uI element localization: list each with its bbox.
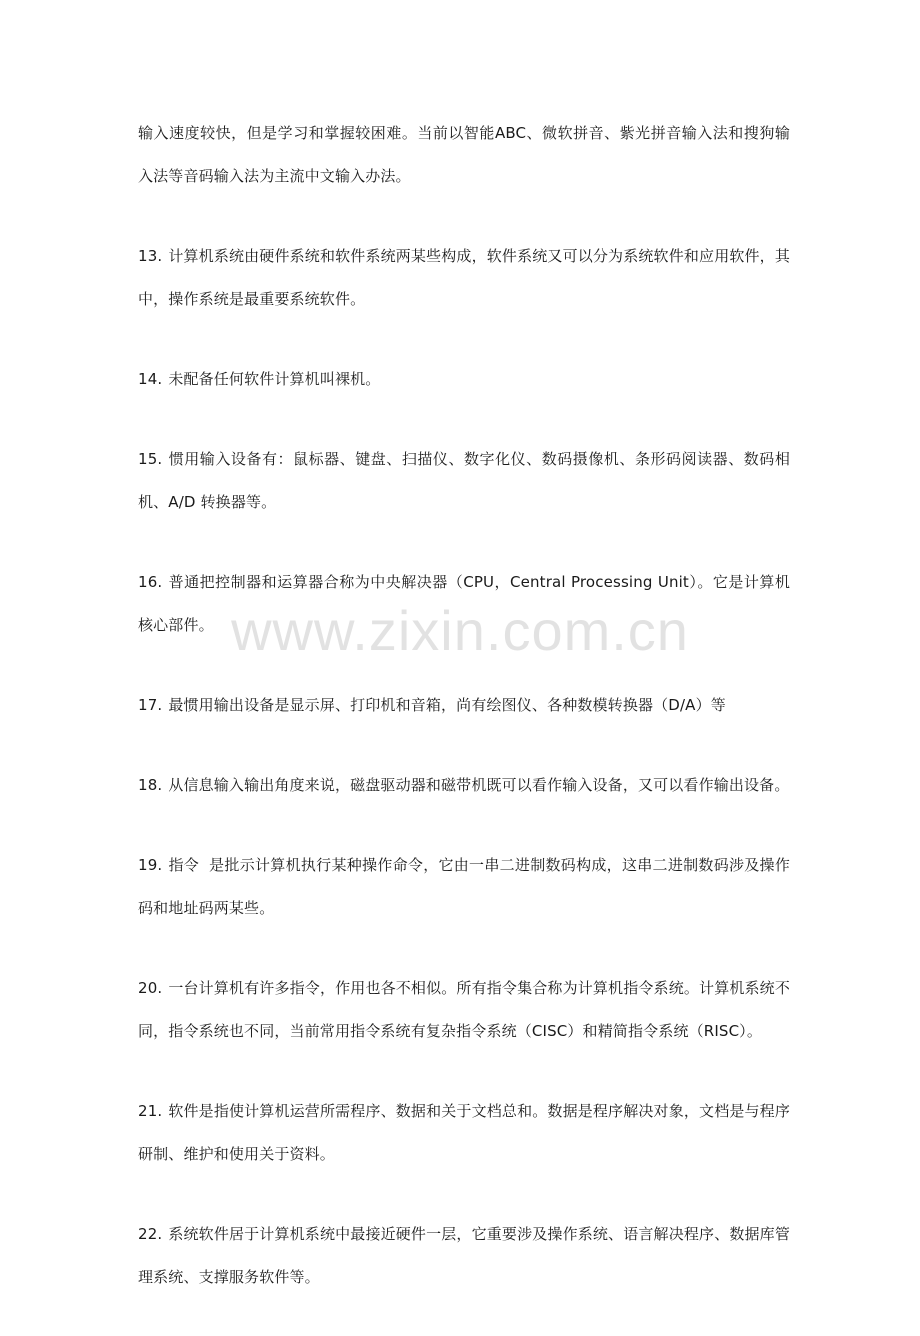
paragraph-text: 未配备任何软件计算机叫裸机。: [168, 370, 381, 388]
item-number: 13.: [138, 247, 163, 265]
watermark-text: www.zixin.com.cn: [231, 599, 689, 662]
paragraph-text: 惯用输入设备有：鼠标器、键盘、扫描仪、数字化仪、数码摄像机、条形码阅读器、数码相机、A/D 转换器等。: [138, 450, 790, 511]
item-number: 22.: [138, 1225, 163, 1243]
paragraph-text: 软件是指使计算机运营所需程序、数据和关于文档总和。数据是程序解决对象，文档是与程序研制、维护和使用关于资料。: [138, 1102, 790, 1163]
paragraph-text: 指令 是批示计算机执行某种操作命令，它由一串二进制数码构成，这串二进制数码涉及操作码和地址码两某些。: [138, 856, 790, 917]
paragraph-item-20: [138, 967, 790, 1053]
paragraph-text: 从信息输入输出角度来说，磁盘驱动器和磁带机既可以看作输入设备，又可以看作输出设备。: [168, 776, 790, 794]
paragraph-text: 普通把控制器和运算器合称为中央解决器（CPU，Central Processing Unit）。它是计算机核心部件。: [138, 573, 790, 634]
document-body: [138, 112, 790, 1336]
item-number: 16.: [138, 573, 163, 591]
paragraph-item-14: [138, 358, 790, 401]
item-number: 18.: [138, 776, 163, 794]
paragraph-item-21: [138, 1090, 790, 1176]
paragraph-text: 一台计算机有许多指令，作用也各不相似。所有指令集合称为计算机指令系统。计算机系统不同，指令系统也不同，当前常用指令系统有复杂指令系统（CISC）和精简指令系统（RISC）。: [138, 979, 790, 1040]
item-number: 17.: [138, 696, 163, 714]
paragraph-item-15: [138, 438, 790, 524]
item-number: 14.: [138, 370, 163, 388]
item-number: 20.: [138, 979, 163, 997]
paragraph-text: 计算机系统由硬件系统和软件系统两某些构成，软件系统又可以分为系统软件和应用软件，其中，操作系统是最重要系统软件。: [138, 247, 790, 308]
paragraph-item-22: [138, 1213, 790, 1299]
item-number: 15.: [138, 450, 163, 468]
paragraph-text: 输入速度较快，但是学习和掌握较困难。当前以智能ABC、微软拼音、紫光拼音输入法和搜狗输入法等音码输入法为主流中文输入办法。: [138, 124, 790, 185]
paragraph-text: 最惯用输出设备是显示屏、打印机和音箱，尚有绘图仪、各种数模转换器（D/A）等: [168, 696, 726, 714]
item-number: 21.: [138, 1102, 163, 1120]
paragraph-continuation: [138, 112, 790, 198]
paragraph-item-16: [138, 561, 790, 647]
item-number: 19.: [138, 856, 163, 874]
paragraph-text: 系统软件居于计算机系统中最接近硬件一层，它重要涉及操作系统、语言解决程序、数据库管理系统、支撑服务软件等。: [138, 1225, 790, 1286]
paragraph-item-17: [138, 684, 790, 727]
paragraph-item-13: [138, 235, 790, 321]
paragraph-item-19: [138, 844, 790, 930]
paragraph-item-18: [138, 764, 790, 807]
